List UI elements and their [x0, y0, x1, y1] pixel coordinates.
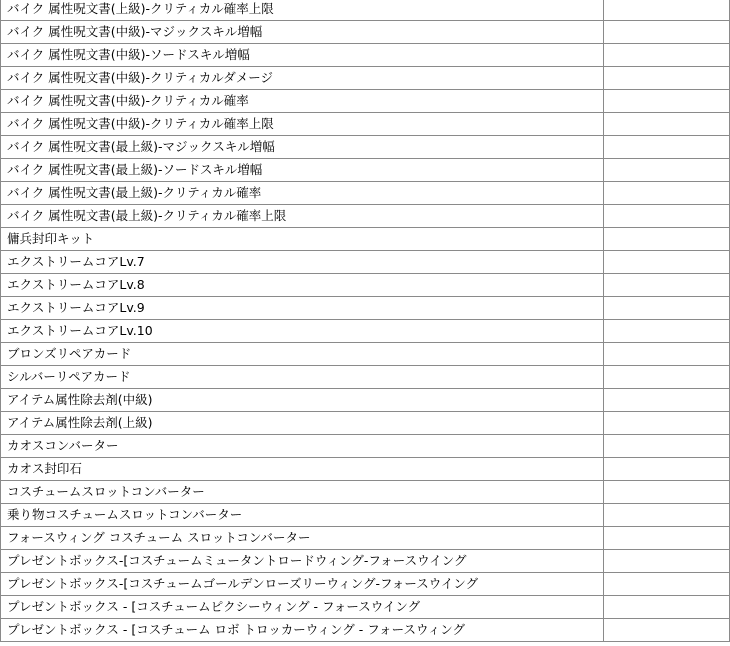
table-row: [1, 596, 730, 619]
empty-cell: [604, 481, 730, 504]
item-name-cell: フォースウィング コスチューム スロットコンバーター: [1, 527, 604, 550]
empty-cell: [604, 366, 730, 389]
item-name-cell: プレゼントボックス - [コスチューム ロボ トロッカーウィング - フォースウィング: [1, 619, 604, 642]
empty-cell: [604, 458, 730, 481]
item-name-cell: エクストリームコアLv.8: [1, 274, 604, 297]
item-name-cell: バイク 属性呪文書(中級)-クリティカルダメージ: [1, 67, 604, 90]
item-name-cell: バイク 属性呪文書(最上級)-クリティカル確率: [1, 182, 604, 205]
item-name-cell: プレゼントボックス - [コスチュームピクシーウィング - フォースウイング: [1, 596, 604, 619]
item-name-cell: 乗り物コスチュームスロットコンバーター: [1, 504, 604, 527]
item-name-cell: バイク 属性呪文書(中級)-マジックスキル増幅: [1, 21, 604, 44]
item-name-cell: プレゼントボックス-[コスチュームゴールデンローズリーウィング-フォースウイング: [1, 573, 604, 596]
empty-cell: [604, 67, 730, 90]
item-name-cell: バイク 属性呪文書(中級)-ソードスキル増幅: [1, 44, 604, 67]
table-row: [1, 159, 730, 182]
table-row: [1, 550, 730, 573]
table-row: [1, 573, 730, 596]
table-row: [1, 619, 730, 642]
table-row: [1, 389, 730, 412]
table-row: [1, 527, 730, 550]
empty-cell: [604, 573, 730, 596]
table-row: [1, 458, 730, 481]
item-name-cell: コスチュームスロットコンバーター: [1, 481, 604, 504]
empty-cell: [604, 389, 730, 412]
item-name-cell: カオス封印石: [1, 458, 604, 481]
table-row: [1, 435, 730, 458]
empty-cell: [604, 274, 730, 297]
table-row: [1, 228, 730, 251]
item-name-cell: エクストリームコアLv.10: [1, 320, 604, 343]
item-name-cell: バイク 属性呪文書(中級)-クリティカル確率: [1, 90, 604, 113]
item-name-cell: バイク 属性呪文書(最上級)-クリティカル確率上限: [1, 205, 604, 228]
empty-cell: [604, 412, 730, 435]
table-row: [1, 343, 730, 366]
table-row: [1, 366, 730, 389]
table-row: [1, 251, 730, 274]
table-row: [1, 90, 730, 113]
empty-cell: [604, 596, 730, 619]
table-row: [1, 44, 730, 67]
item-name-cell: 傭兵封印キット: [1, 228, 604, 251]
item-name-cell: ブロンズリペアカード: [1, 343, 604, 366]
empty-cell: [604, 90, 730, 113]
empty-cell: [604, 504, 730, 527]
empty-cell: [604, 435, 730, 458]
item-name-cell: エクストリームコアLv.7: [1, 251, 604, 274]
empty-cell: [604, 159, 730, 182]
item-name-cell: バイク 属性呪文書(最上級)-ソードスキル増幅: [1, 159, 604, 182]
empty-cell: [604, 0, 730, 21]
empty-cell: [604, 113, 730, 136]
table-row: [1, 297, 730, 320]
item-name-cell: アイテム属性除去剤(中級): [1, 389, 604, 412]
empty-cell: [604, 21, 730, 44]
item-name-cell: バイク 属性呪文書(中級)-クリティカル確率上限: [1, 113, 604, 136]
empty-cell: [604, 527, 730, 550]
empty-cell: [604, 619, 730, 642]
empty-cell: [604, 228, 730, 251]
table-row: [1, 274, 730, 297]
table-row: [1, 67, 730, 90]
empty-cell: [604, 251, 730, 274]
item-name-cell: バイク 属性呪文書(上級)-クリティカル確率上限: [1, 0, 604, 21]
item-name-cell: アイテム属性除去剤(上級): [1, 412, 604, 435]
table-row: [1, 113, 730, 136]
table-row: [1, 182, 730, 205]
empty-cell: [604, 182, 730, 205]
empty-cell: [604, 320, 730, 343]
empty-cell: [604, 136, 730, 159]
table-row: [1, 136, 730, 159]
table-row: [1, 21, 730, 44]
empty-cell: [604, 297, 730, 320]
empty-cell: [604, 205, 730, 228]
item-name-cell: プレゼントボックス-[コスチュームミュータントロードウィング-フォースウイング: [1, 550, 604, 573]
item-name-cell: エクストリームコアLv.9: [1, 297, 604, 320]
empty-cell: [604, 343, 730, 366]
table-row: [1, 0, 730, 21]
table-row: [1, 205, 730, 228]
table-row: [1, 412, 730, 435]
table-row: [1, 320, 730, 343]
item-name-cell: シルバーリペアカード: [1, 366, 604, 389]
item-name-cell: カオスコンバーター: [1, 435, 604, 458]
table-row: [1, 504, 730, 527]
empty-cell: [604, 44, 730, 67]
empty-cell: [604, 550, 730, 573]
table-row: [1, 481, 730, 504]
item-name-cell: バイク 属性呪文書(最上級)-マジックスキル増幅: [1, 136, 604, 159]
item-table-body: [1, 0, 730, 642]
